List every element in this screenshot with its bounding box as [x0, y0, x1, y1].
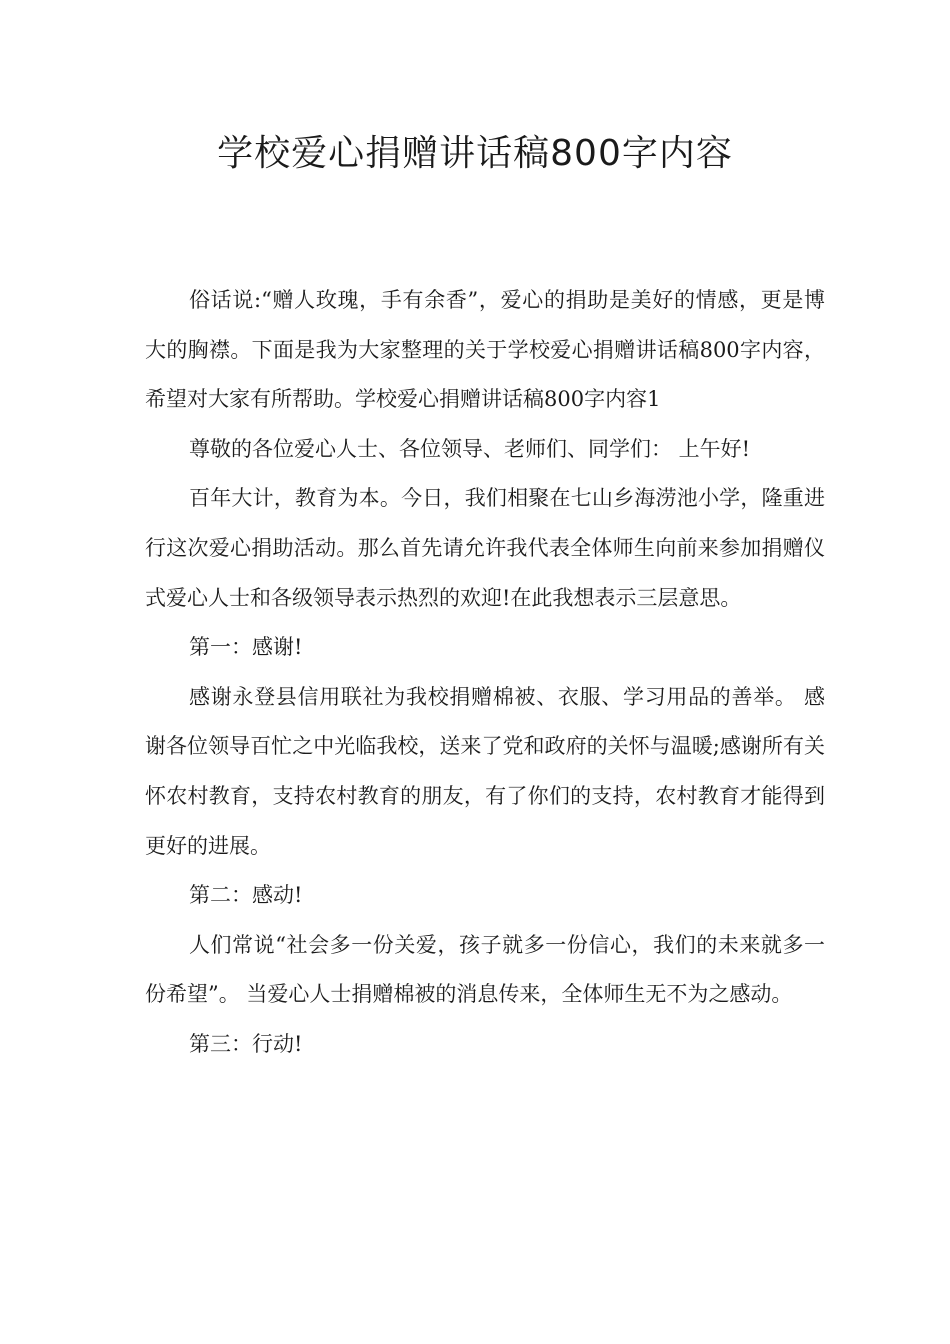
- document-title: 学校爱心捐赠讲话稿800字内容: [217, 133, 733, 174]
- paragraph-greeting: 尊敬的各位爱心人士、各位领导、老师们、同学们： 上午好!: [189, 436, 751, 461]
- heading-second-moved: 第二：感动!: [189, 883, 303, 908]
- paragraph-thanks: 感谢永登县信用联社为我校捐赠棉被、衣服、学习用品的善举。 感谢各位领导百忙之中光临我校，送来了党和政府的关怀与温暖;感谢所有关怀农村教育，支持农村教育的朋友，有了你们的支持，农村教育才能得到更好的进展。: [145, 684, 825, 858]
- heading-first-thanks: 第一：感谢!: [189, 635, 303, 660]
- paragraph-moved: 人们常说“社会多一份关爱，孩子就多一份信心，我们的未来就多一份希望”。 当爱心人士捐赠棉被的消息传来，全体师生无不为之感动。: [145, 932, 825, 1007]
- document-body: [145, 276, 825, 1070]
- paragraph-intro: 俗话说:“赠人玫瑰，手有余香”，爱心的捐助是美好的情感，更是博大的胸襟。下面是我为大家整理的关于学校爱心捐赠讲话稿800字内容，希望对大家有所帮助。学校爱心捐赠讲话稿800字内容1: [145, 288, 825, 412]
- heading-third-action: 第三：行动!: [189, 1031, 303, 1056]
- paragraph-opening: 百年大计，教育为本。今日，我们相聚在七山乡海涝池小学，隆重进行这次爱心捐助活动。那么首先请允许我代表全体师生向前来参加捐赠仪式爱心人士和各级领导表示热烈的欢迎!在此我想表示三层意思。: [145, 486, 825, 610]
